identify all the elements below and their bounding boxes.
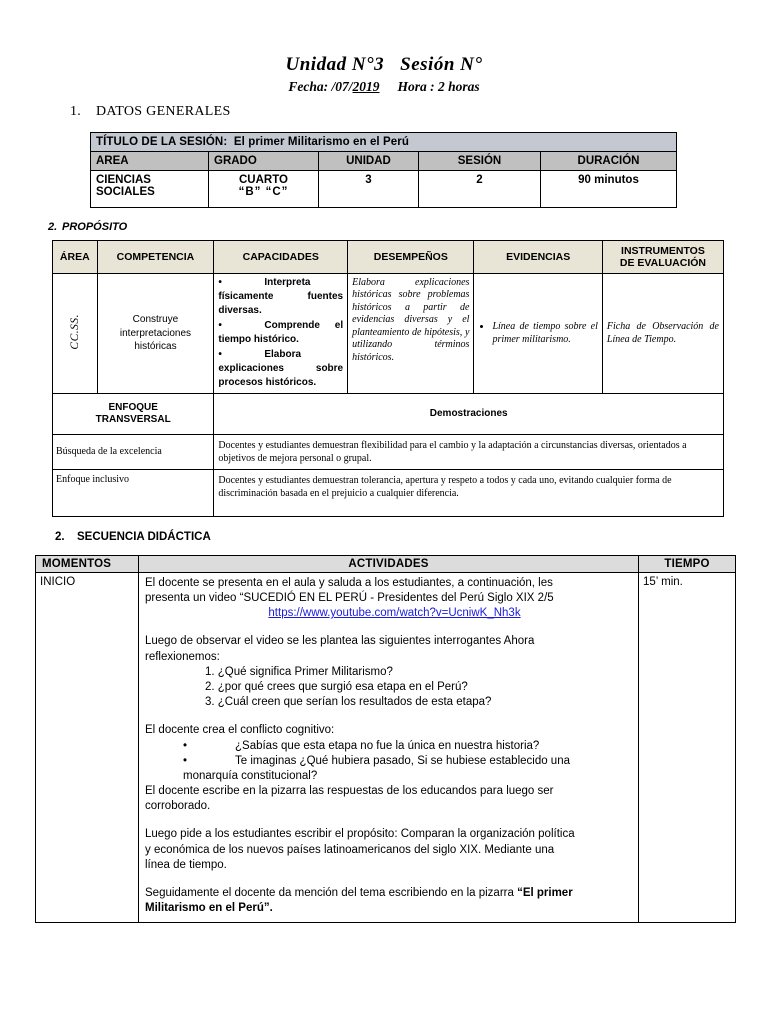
spacer <box>145 710 632 723</box>
evidencias-list <box>478 320 597 346</box>
capacidad-item: • Interpreta físicamente fuentes diversas. <box>218 276 344 316</box>
section-title: DATOS GENERALES <box>96 103 231 119</box>
table-row <box>91 170 677 207</box>
activity-paragraph: El docente crea el conflicto cognitivo: <box>145 724 335 737</box>
list-item: 1. ¿Qué significa Primer Militarismo? <box>205 665 393 678</box>
cell-area: CIENCIAS SOCIALES <box>91 170 209 207</box>
list-item-continuation: monarquía constitucional? <box>183 769 318 782</box>
fecha-value: /07/2019 <box>331 78 380 94</box>
enfoque-desc: Docentes y estudiantes demuestran flexibilidad para el cambio y la adaptación a circunstancias diversas, orientados a objetivos de mejora personal o grupal. <box>214 434 724 469</box>
questions-list <box>145 665 632 711</box>
section-title: PROPÓSITO <box>62 220 128 233</box>
col-header-actividades: ACTIVIDADES <box>139 555 639 572</box>
list-item: • ¿Sabías que esta etapa no fue la única en nuestra historia? <box>183 739 540 752</box>
cell-capacidades <box>214 273 348 393</box>
col-header-sesion: SESIÓN <box>419 151 541 170</box>
title-sesion: Sesión N° <box>400 54 483 75</box>
activity-paragraph: corroborado. <box>145 800 211 813</box>
table-row-titulo <box>91 132 677 151</box>
enfoque-desc: Docentes y estudiantes demuestran tolerancia, apertura y respeto a todos y cada uno, evitando cualquier forma de discriminación basada en el prejuicio a cualquier diferencia. <box>214 469 724 516</box>
datos-generales-table <box>90 132 677 208</box>
col-header-area: ÁREA <box>53 240 98 273</box>
cell-unidad: 3 <box>319 170 419 207</box>
section-number: 2. <box>55 530 65 543</box>
document-title <box>0 0 768 76</box>
list-item: 3. ¿Cuál creen que serían los resultados de esta etapa? <box>205 696 492 709</box>
titulo-label: TÍTULO DE LA SESIÓN: <box>96 135 228 148</box>
title-unidad: Unidad N°3 <box>285 54 385 75</box>
section-heading-datos-generales <box>0 95 768 120</box>
capacidad-item: • Elabora explicaciones sobre procesos históricos. <box>218 348 344 388</box>
cell-area: CC.SS. <box>53 273 98 393</box>
activity-paragraph: El docente escribe en la pizarra las respuestas de los educandos para luego ser <box>145 785 554 798</box>
table-row <box>36 572 736 922</box>
cell-actividades <box>139 572 639 922</box>
table-row <box>53 273 724 393</box>
hora-value: Hora : 2 horas <box>397 78 480 94</box>
col-header-momentos: MOMENTOS <box>36 555 139 572</box>
secuencia-didactica-table <box>35 555 736 923</box>
cognitive-conflict-list <box>145 739 632 785</box>
proposito-table <box>52 240 724 517</box>
activity-paragraph-final-cont: Militarismo en el Perú”. <box>145 902 273 915</box>
cell-momento: INICIO <box>36 572 139 922</box>
table-row-header <box>36 555 736 572</box>
fecha-label: Fecha: <box>288 78 329 94</box>
section-number: 2. <box>48 220 58 233</box>
capacidad-item: • Comprende el tiempo histórico. <box>218 319 344 345</box>
section-heading-proposito <box>0 208 768 233</box>
demostraciones-header: Demostraciones <box>214 393 724 434</box>
col-header-area: AREA <box>91 151 209 170</box>
youtube-link[interactable]: https://www.youtube.com/watch?v=UcniwK_Nh3k <box>268 607 521 620</box>
section-number: 1. <box>70 103 82 119</box>
col-header-desempenos: DESEMPEÑOS <box>348 240 474 273</box>
cell-desempenos: Elabora explicaciones históricas sobre problemas históricos a partir de evidencias diversas y el planteamiento de hipótesis, y utilizando términos históricos. <box>348 273 474 393</box>
activity-paragraph: línea de tiempo. <box>145 858 227 871</box>
col-header-evidencias: EVIDENCIAS <box>474 240 602 273</box>
col-header-capacidades: CAPACIDADES <box>214 240 348 273</box>
col-header-grado: GRADO <box>209 151 319 170</box>
cell-grado: CUARTO “B” “C” <box>209 170 319 207</box>
col-header-unidad: UNIDAD <box>319 151 419 170</box>
cell-evidencias <box>474 273 602 393</box>
cell-sesion: 2 <box>419 170 541 207</box>
table-row-header <box>53 240 724 273</box>
section-heading-secuencia <box>0 517 768 543</box>
activity-paragraph: y económica de los nuevos países latinoamericanos del siglo XIX. Mediante una <box>145 843 555 856</box>
table-row-enfoque <box>53 434 724 469</box>
enfoque-name: Enfoque inclusivo <box>53 469 214 516</box>
list-item: • Línea de tiempo sobre el primer militarismo. <box>492 320 597 346</box>
activity-paragraph: Luego pide a los estudiantes escribir el propósito: Comparan la organización política <box>145 828 575 841</box>
enfoque-name: Búsqueda de la excelencia <box>53 434 214 469</box>
col-header-duracion: DURACIÓN <box>541 151 677 170</box>
list-item: • Te imaginas ¿Qué hubiera pasado, Si se hubiese establecido una <box>183 754 570 767</box>
col-header-competencia: COMPETENCIA <box>97 240 214 273</box>
activity-paragraph: reflexionemos: <box>145 650 220 663</box>
list-item: 2. ¿por qué crees que surgió esa etapa en el Perú? <box>205 681 468 693</box>
col-header-tiempo: TIEMPO <box>639 555 736 572</box>
fecha-year: 2019 <box>352 78 380 94</box>
section-title: SECUENCIA DIDÁCTICA <box>77 530 211 543</box>
spacer <box>145 814 632 827</box>
cell-competencia: Construye interpretaciones históricas <box>97 273 214 393</box>
activity-paragraph: El docente se presenta en el aula y saluda a los estudiantes, a continuación, les <box>145 576 553 589</box>
cell-duracion: 90 minutos <box>541 170 677 207</box>
cell-tiempo: 15’ min. <box>639 572 736 922</box>
document-subtitle <box>0 76 768 95</box>
spacer <box>145 621 632 634</box>
activity-paragraph: presenta un video “SUCEDIÓ EN EL PERÚ - Presidentes del Perú Siglo XIX 2/5 <box>145 592 554 605</box>
cell-instrumentos: Ficha de Observación de Línea de Tiempo. <box>602 273 723 393</box>
table-row-header <box>91 151 677 170</box>
col-header-instrumentos: INSTRUMENTOS DE EVALUACIÓN <box>602 240 723 273</box>
table-row-enfoque-header <box>53 393 724 434</box>
spacer <box>145 873 632 886</box>
titulo-value: El primer Militarismo en el Perú <box>233 135 409 148</box>
table-row-enfoque <box>53 469 724 516</box>
titulo-sesion-cell <box>91 132 677 151</box>
activity-paragraph-final: Seguidamente el docente da mención del tema escribiendo en la pizarra “El primer <box>145 886 573 899</box>
activity-paragraph: Luego de observar el video se les plantea las siguientes interrogantes Ahora <box>145 635 535 648</box>
enfoque-transversal-label: ENFOQUE TRANSVERSAL <box>53 393 214 434</box>
